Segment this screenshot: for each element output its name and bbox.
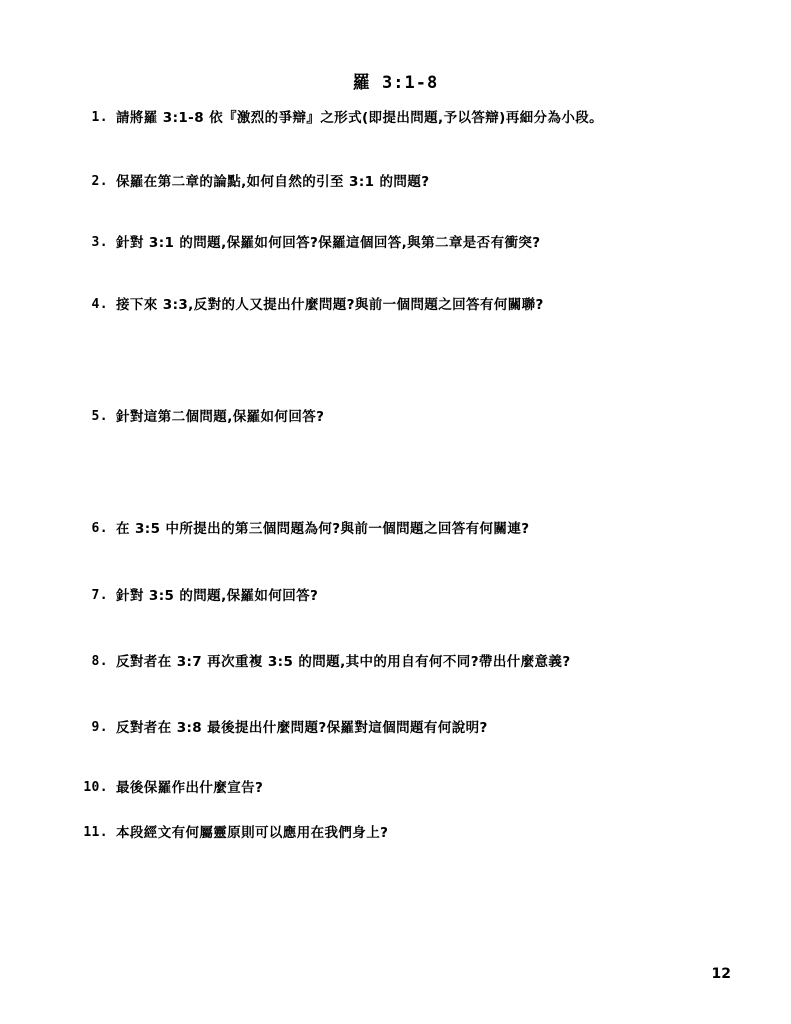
list-item	[78, 407, 738, 427]
list-item-text: 請將羅 3:1-8 依『激烈的爭辯』之形式(即提出問題,予以答辯)再細分為小段。	[116, 110, 604, 126]
list-item	[78, 586, 738, 606]
list-item-number: 6.	[91, 521, 108, 537]
list-item	[78, 295, 738, 315]
page-number: 12	[711, 966, 731, 982]
list-item	[78, 652, 738, 672]
list-item-text: 保羅在第二章的論點,如何自然的引至 3:1 的問題?	[116, 174, 430, 191]
list-item-number: 7.	[91, 587, 108, 603]
list-item-text: 針對 3:1 的問題,保羅如何回答?保羅這個回答,與第二章是否有衝突?	[116, 234, 541, 251]
list-item-number: 2.	[91, 174, 108, 190]
list-item-number: 9.	[91, 720, 108, 735]
page-title: 羅 3:1-8	[352, 73, 439, 93]
list-item	[78, 172, 738, 192]
list-item-text: 針對這第二個問題,保羅如何回答?	[116, 409, 325, 425]
list-item	[78, 108, 738, 128]
question-list	[78, 108, 738, 843]
list-item-number: 1.	[91, 110, 108, 125]
list-item	[78, 519, 738, 539]
list-item	[78, 233, 738, 253]
list-item-number: 5.	[91, 409, 108, 424]
list-item-text: 接下來 3:3,反對的人又提出什麼問題?與前一個問題之回答有何關聯?	[116, 296, 544, 313]
list-item-number: 8.	[91, 653, 108, 669]
list-item-text: 最後保羅作出什麼宣告?	[116, 780, 264, 797]
list-item-text: 針對 3:5 的問題,保羅如何回答?	[116, 587, 319, 604]
list-item-text: 反對者在 3:8 最後提出什麼問題?保羅對這個問題有何說明?	[116, 720, 488, 736]
list-item-number: 3.	[91, 234, 108, 250]
list-item-text: 本段經文有何屬靈原則可以應用在我們身上?	[116, 824, 389, 841]
list-item-text: 反對者在 3:7 再次重複 3:5 的問題,其中的用自有何不同?帶出什麼意義?	[116, 653, 571, 670]
list-item-number: 10.	[83, 780, 108, 796]
list-item	[78, 778, 738, 798]
list-item-number: 11.	[83, 824, 108, 840]
list-item	[78, 823, 738, 843]
list-item-text: 在 3:5 中所提出的第三個問題為何?與前一個問題之回答有何關連?	[116, 521, 530, 538]
list-item	[78, 718, 738, 738]
list-item-number: 4.	[91, 296, 108, 312]
